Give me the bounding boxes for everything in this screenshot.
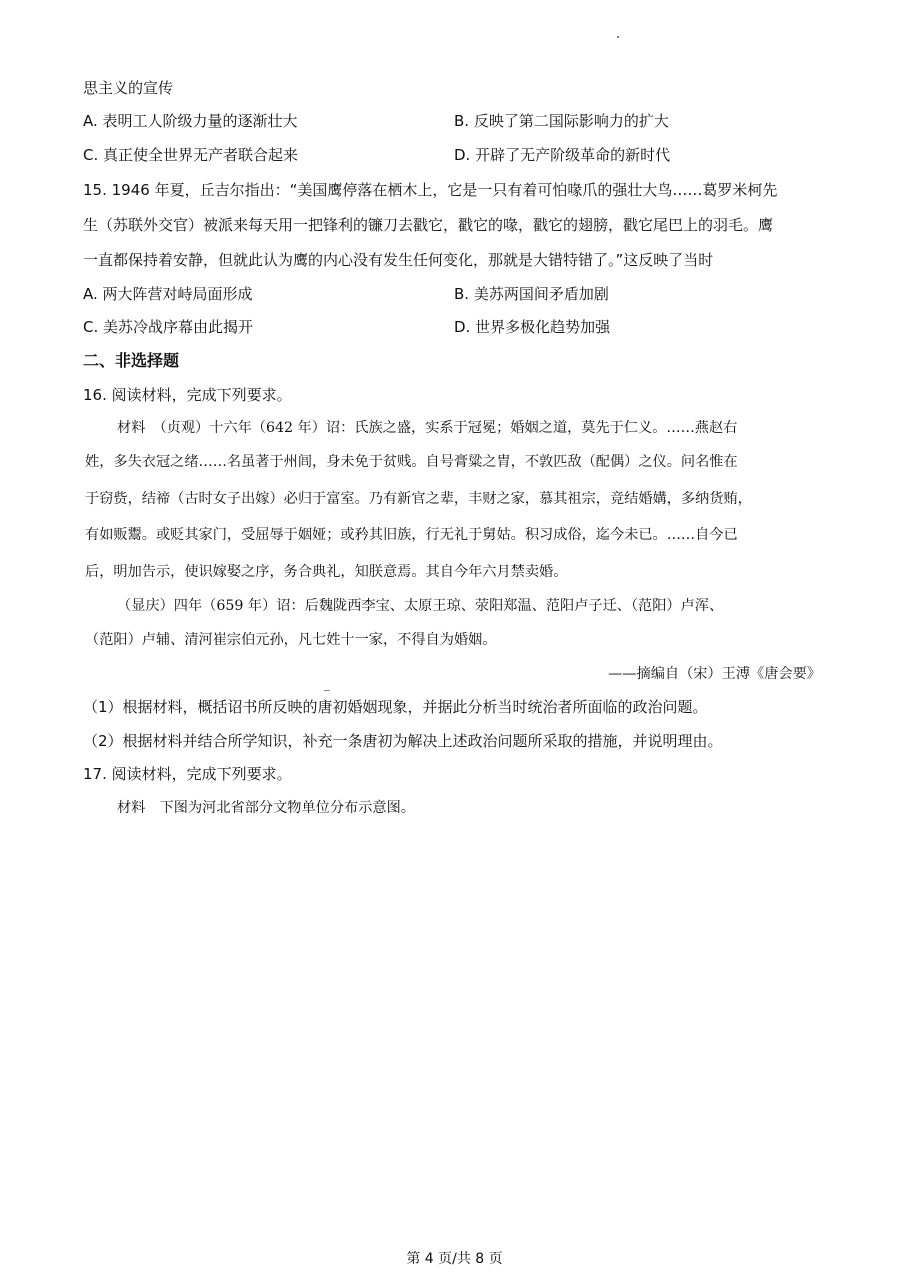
- q14-option-d: D. 开辟了无产阶级革命的新时代: [454, 146, 671, 164]
- q14-option-a: A. 表明工人阶级力量的逐渐壮大: [83, 112, 298, 130]
- q15-line-2: 生（苏联外交官）被派来每天用一把锋利的镰刀去戳它，戳它的喙，戳它的翅膀，戳它尾巴上的羽毛。鹰: [83, 216, 774, 234]
- stray-mark: [324, 690, 330, 691]
- section-heading: 二、非选择题: [83, 351, 180, 370]
- q16-material-line-4: 有如贩鬻。或贬其家门，受屈辱于姻娅；或矜其旧族，行无礼于舅姑。积习成俗，迄今未已。……自今已: [85, 527, 738, 543]
- q15-option-c: C. 美苏冷战序幕由此揭开: [83, 318, 254, 336]
- q16-subquestion-2: （2）根据材料并结合所学知识，补充一条唐初为解决上述政治问题所采取的措施，并说明理由。: [83, 732, 723, 750]
- q16-source: ——摘编自（宋）王溥《唐会要》: [608, 666, 821, 682]
- speck-mark: [617, 36, 619, 38]
- q17-intro: 17. 阅读材料，完成下列要求。: [83, 765, 292, 783]
- q16-material-line-1: 材料 （贞观）十六年（642 年）诏：氏族之盛，实系于冠冕；婚姻之道，莫先于仁义。……燕赵右: [117, 420, 738, 436]
- q14-option-b: B. 反映了第二国际影响力的扩大: [454, 112, 669, 130]
- q16-material-line-6: （显庆）四年（659 年）诏：后魏陇西李宝、太原王琼、荥阳郑温、范阳卢子迁、（范阳）卢浑、: [117, 598, 724, 614]
- q16-material-line-3: 于窃赀，结禘（古时女子出嫁）必归于富室。乃有新官之辈，丰财之家，慕其祖宗，竞结婚媾，多纳货贿，: [85, 491, 752, 507]
- q16-subquestion-1: （1）根据材料，概括诏书所反映的唐初婚姻现象，并据此分析当时统治者所面临的政治问题。: [83, 698, 708, 716]
- q15-option-d: D. 世界多极化趋势加强: [454, 318, 611, 336]
- q16-material-line-5: 后，明加告示，使识嫁娶之序，务合典礼，知朕意焉。其自今年六月禁卖婚。: [85, 564, 568, 580]
- q14-option-c: C. 真正使全世界无产者联合起来: [83, 146, 299, 164]
- q16-material-line-2: 姓，多失衣冠之绪……名虽著于州闾，身未免于贫贱。自号膏粱之胄，不敦匹敌（配偶）之仪。问名惟在: [85, 454, 738, 470]
- q15-option-b: B. 美苏两国间矛盾加剧: [454, 285, 609, 303]
- page-number: 第 4 页/共 8 页: [406, 1251, 503, 1267]
- q15-option-a: A. 两大阵营对峙局面形成: [83, 285, 253, 303]
- q16-material-line-7: （范阳）卢辅、清河崔宗伯元孙，凡七姓十一家，不得自为婚姻。: [85, 632, 497, 648]
- q16-intro: 16. 阅读材料，完成下列要求。: [83, 386, 292, 404]
- q14-continuation: 思主义的宣传: [83, 79, 174, 97]
- q15-line-1: 15. 1946 年夏，丘吉尔指出：“美国鹰停落在栖木上，它是一只有着可怕喙爪的强壮大鸟……葛罗米柯先: [83, 181, 778, 199]
- q15-line-3: 一直都保持着安静，但就此认为鹰的内心没有发生任何变化，那就是大错特错了。”这反映了当时: [83, 251, 714, 269]
- q17-material: 材料 下图为河北省部分文物单位分布示意图。: [117, 800, 415, 816]
